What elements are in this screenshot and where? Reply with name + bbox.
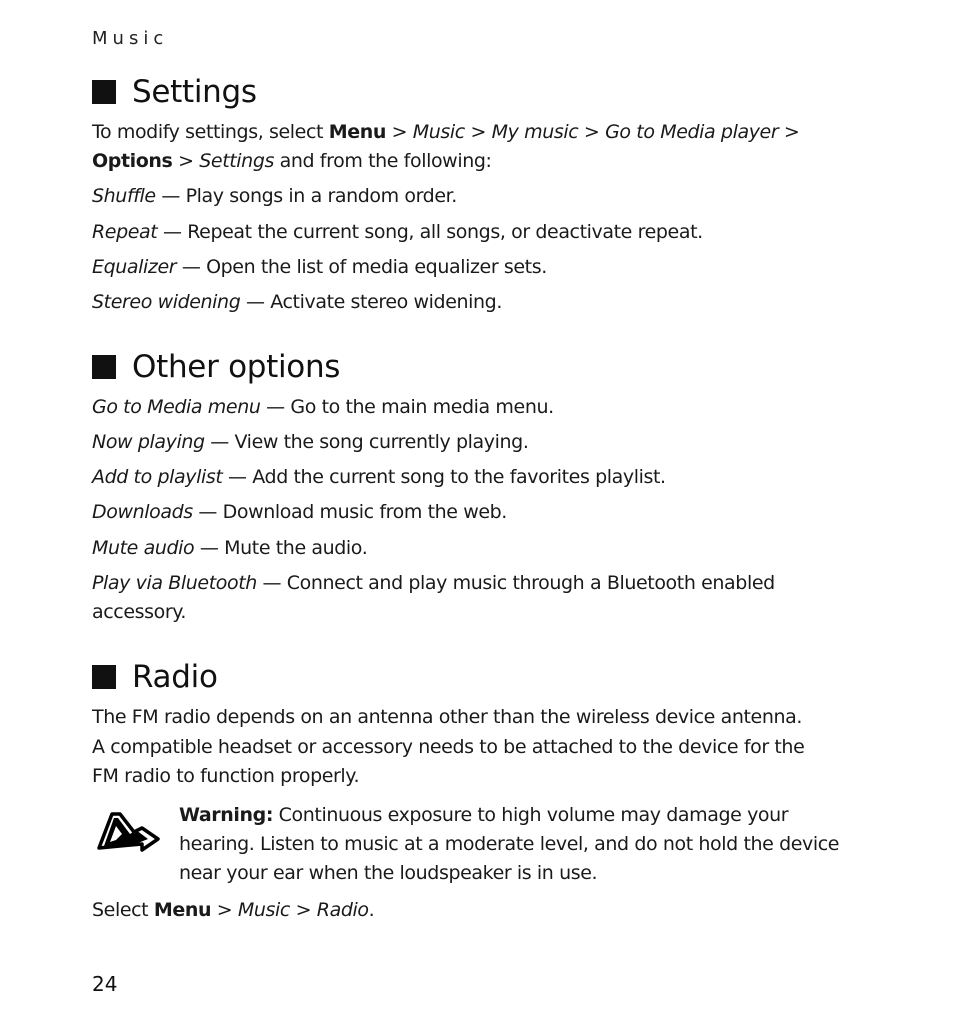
my-music-term: My music [491,121,579,143]
separator: > [289,899,317,921]
option-item-play-via-bluetooth-cont: accessory. [92,601,187,623]
settings-intro-line2 [92,150,492,172]
heading-settings [92,74,257,110]
menu-term: Menu [153,899,212,921]
radio-para-line2: A compatible headset or accessory needs to be attached to the device for the [92,736,805,758]
item-desc: — Repeat the current song, all songs, or deactivate repeat. [157,221,703,243]
warning-line2: hearing. Listen to music at a moderate level, and do not hold the device [179,833,840,855]
select-text: Select [92,899,154,921]
item-desc: — Connect and play music through a Bluetooth enabled [256,572,775,594]
intro-tail: and from the following: [273,150,492,172]
item-desc: — Play songs in a random order. [155,185,457,207]
settings-intro-line1 [92,121,799,143]
warning-line1 [179,804,788,826]
item-term: Stereo widening [92,291,241,313]
item-term: Shuffle [92,185,156,207]
warning-line3: near your ear when the loudspeaker is in use. [179,862,598,884]
settings-item-shuffle [92,185,457,207]
item-desc: — View the song currently playing. [204,431,529,453]
menu-term: Menu [328,121,386,143]
item-desc: — Open the list of media equalizer sets. [176,256,547,278]
separator: > [211,899,238,921]
radio-select-instruction [92,899,374,921]
options-term: Options [92,150,173,172]
warning-label: Warning: [179,804,274,826]
option-item-downloads [92,501,507,523]
heading-other-options-text: Other options [132,349,341,385]
item-desc: — Mute the audio. [194,537,368,559]
running-head: Music [92,28,169,49]
option-item-play-via-bluetooth [92,572,775,594]
settings-term: Settings [199,150,274,172]
heading-square-icon [92,355,116,379]
separator: > [464,121,492,143]
heading-square-icon [92,80,116,104]
period: . [368,899,375,921]
settings-item-equalizer [92,256,547,278]
warning-text: Continuous exposure to high volume may damage your [273,804,789,826]
radio-term: Radio [316,899,369,921]
item-term: Play via Bluetooth [92,572,257,594]
page-number: 24 [92,972,118,996]
music-term: Music [412,121,465,143]
heading-radio [92,659,218,695]
separator: > [172,150,200,172]
heading-settings-text: Settings [132,74,257,110]
item-term: Downloads [92,501,193,523]
item-term: Mute audio [92,537,195,559]
heading-square-icon [92,665,116,689]
option-item-add-to-playlist [92,466,666,488]
option-item-now-playing [92,431,528,453]
item-desc: — Download music from the web. [192,501,507,523]
radio-para-line1: The FM radio depends on an antenna other than the wireless device antenna. [92,706,802,728]
option-item-mute-audio [92,537,367,559]
item-desc: — Add the current song to the favorites playlist. [222,466,666,488]
settings-item-stereo-widening [92,291,502,313]
item-term: Add to playlist [92,466,223,488]
item-term: Now playing [92,431,205,453]
item-term: Equalizer [92,256,177,278]
heading-other-options [92,349,340,385]
separator: > [385,121,413,143]
separator: > [778,121,800,143]
item-desc: — Activate stereo widening. [240,291,502,313]
item-desc: — Go to the main media menu. [260,396,554,418]
music-term: Music [237,899,290,921]
item-term: Repeat [92,221,158,243]
item-term: Go to Media menu [92,396,261,418]
heading-radio-text: Radio [132,659,218,695]
separator: > [578,121,606,143]
radio-para-line3: FM radio to function properly. [92,765,360,787]
option-item-go-to-media-menu [92,396,554,418]
settings-item-repeat [92,221,703,243]
warning-hand-icon [96,808,160,854]
goto-media-player-term: Go to Media player [605,121,779,143]
intro-text: To modify settings, select [92,121,329,143]
